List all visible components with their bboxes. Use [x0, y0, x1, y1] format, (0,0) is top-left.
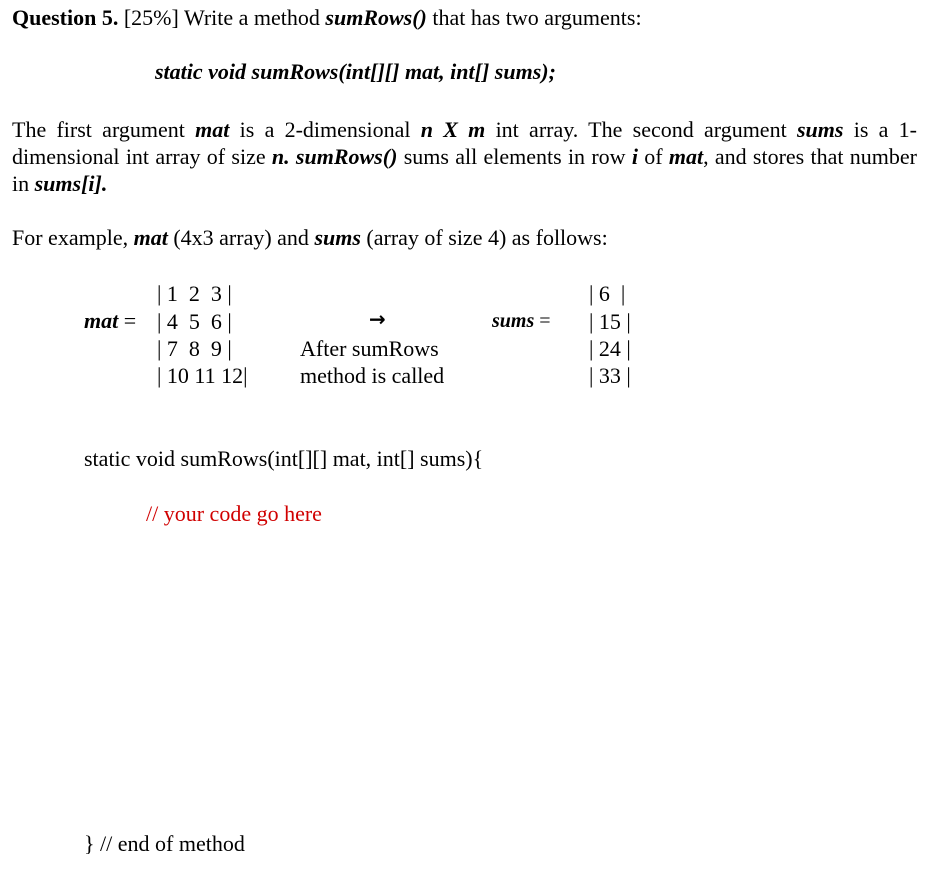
question-weight: [25%]	[123, 5, 179, 30]
matrix-label	[84, 308, 136, 334]
matrix-row: | 7 8 9 |	[157, 336, 232, 361]
desc-method: sumRows()	[295, 144, 398, 169]
example-text: (4x3 array) and	[173, 225, 309, 250]
question-header	[12, 5, 642, 31]
desc-text: of	[644, 144, 663, 169]
matrix-row: | 1 2 3 |	[157, 281, 232, 306]
code-footer: } // end of method	[84, 831, 245, 856]
desc-text: is a 1-dimensional int array of size	[12, 117, 917, 169]
example-sums: sums	[314, 225, 361, 250]
sums-row: | 6 |	[589, 281, 626, 306]
desc-text: is a 2-dimensional	[239, 117, 411, 142]
code-comment: // your code go here	[146, 501, 322, 526]
desc-text: , and stores that number in	[12, 144, 917, 196]
matrix-equals: =	[118, 308, 137, 333]
example-mat: mat	[133, 225, 168, 250]
desc-sums: sums	[796, 117, 844, 142]
desc-sums-i: sums[i].	[34, 171, 108, 196]
question-method-name: sumRows()	[325, 5, 427, 30]
caption-line: After sumRows	[300, 336, 439, 361]
matrix-label-text: mat	[84, 308, 119, 333]
sums-row: | 24 |	[589, 336, 631, 361]
description-paragraph	[12, 116, 917, 197]
desc-text: sums all elements in row	[403, 144, 626, 169]
sums-equals: =	[534, 310, 551, 332]
example-text: For example,	[12, 225, 129, 250]
example-text: (array of size 4) as follows:	[366, 225, 608, 250]
question-label: Question 5.	[12, 5, 119, 30]
desc-text: The first argument	[12, 117, 185, 142]
desc-mat: mat	[668, 144, 704, 169]
desc-i: i	[631, 144, 638, 169]
sums-label-text: sums	[492, 310, 535, 332]
caption-line: method is called	[300, 363, 445, 388]
method-signature: static void sumRows(int[][] mat, int[] sums);	[155, 59, 556, 84]
arrow-right-icon: →	[369, 307, 386, 331]
matrix-row: | 4 5 6 |	[157, 309, 232, 334]
matrix-row: | 10 11 12|	[157, 363, 248, 388]
example-line	[12, 225, 608, 251]
desc-mat: mat	[195, 117, 230, 142]
desc-text: int array. The second argument	[495, 117, 787, 142]
desc-dims: n X m	[420, 117, 486, 142]
sums-row: | 33 |	[589, 363, 631, 388]
code-header: static void sumRows(int[][] mat, int[] sums){	[84, 446, 484, 471]
question-intro-post: that has two arguments:	[432, 5, 642, 30]
question-intro-pre: Write a method	[183, 5, 320, 30]
sums-label	[492, 310, 551, 333]
sums-row: | 15 |	[589, 309, 631, 334]
desc-n: n.	[271, 144, 290, 169]
